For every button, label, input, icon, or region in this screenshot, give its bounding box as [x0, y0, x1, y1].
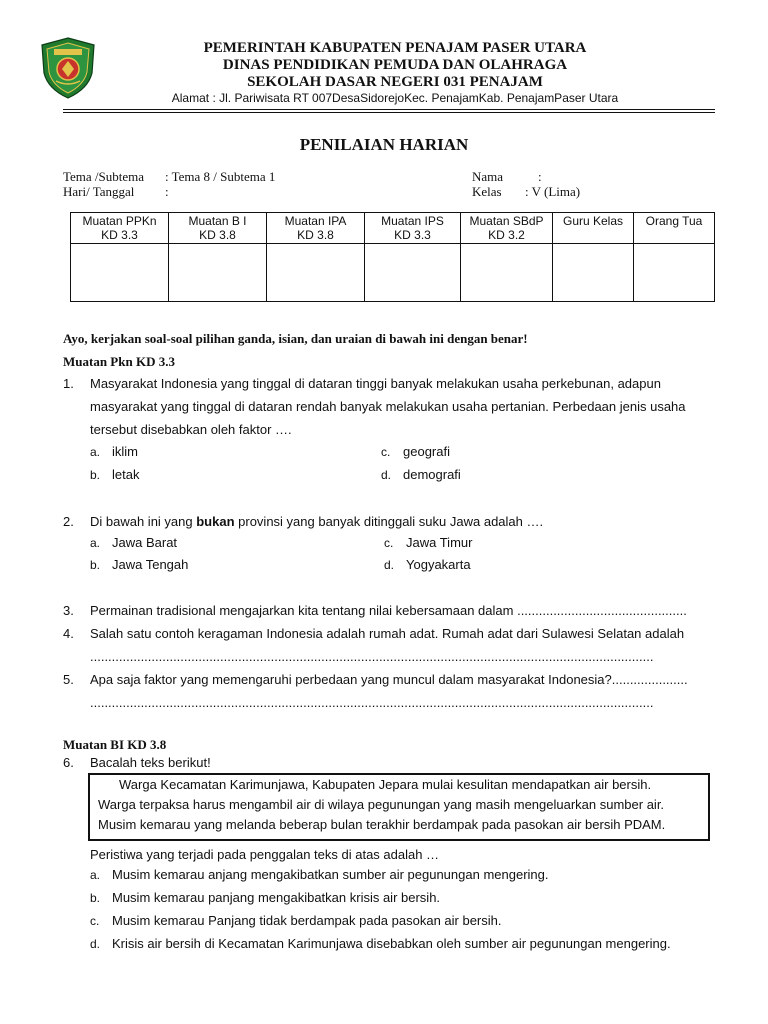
section-heading-bi: Muatan BI KD 3.8 [63, 737, 167, 752]
reading-text-line: Musim kemarau yang melanda beberap bulan terakhir berdampak pada pasokan air bersih PDAM. [98, 817, 666, 832]
page-title: PENILAIAN HARIAN [299, 135, 469, 154]
score-cell-ppkn[interactable] [71, 244, 169, 302]
q1-option-c[interactable]: c. geografi [381, 444, 450, 459]
nama-label: Nama [472, 169, 504, 184]
score-cell-guru[interactable] [553, 244, 634, 302]
header-divider-thin [63, 112, 715, 113]
q1-option-d[interactable]: d. demografi [381, 467, 461, 482]
q2-option-a[interactable]: a. Jawa Barat [90, 535, 178, 550]
score-header-guru: Guru Kelas [553, 213, 634, 244]
header-divider [63, 109, 715, 110]
score-header-ipa: Muatan IPA KD 3.8 [267, 213, 365, 244]
hari-value: : [165, 184, 169, 199]
reading-text-line: Warga terpaksa harus mengambil air di wilaya pegunungan yang masih mengeluarkan sumber air. [98, 797, 665, 812]
score-header-ppkn: Muatan PPKn KD 3.3 [71, 213, 169, 244]
score-header-bi: Muatan B I KD 3.8 [169, 213, 267, 244]
score-table [70, 212, 715, 302]
question-4: 4. Salah satu contoh keragaman Indonesia adalah rumah adat. Rumah adat dari Sulawesi Selatan adalah [63, 626, 685, 641]
kelas-value: : V (Lima) [525, 184, 581, 199]
score-cell-ortu[interactable] [634, 244, 715, 302]
question-number: 1. [63, 376, 74, 391]
tema-label: Tema /Subtema [63, 169, 145, 184]
question-6: 6. Bacalah teks berikut! [63, 755, 211, 770]
hari-label: Hari/ Tanggal [63, 184, 135, 199]
nama-value: : [538, 169, 542, 184]
header-line-government: PEMERINTAH KABUPATEN PENAJAM PASER UTARA [203, 40, 587, 56]
q1-option-b[interactable]: b. letak [90, 467, 140, 482]
score-header-sbdp: Muatan SBdP KD 3.2 [461, 213, 553, 244]
score-header-ortu: Orang Tua [634, 213, 715, 244]
q6-option-b[interactable]: b. Musim kemarau panjang mengakibatkan krisis air bersih. [90, 890, 441, 905]
header-address: Alamat : Jl. Pariwisata RT 007DesaSidorejoKec. PenajamKab. PenajamPaser Utara [171, 91, 619, 105]
answer-line-4[interactable]: ............................................................................................................................................................ [90, 649, 654, 664]
kelas-label: Kelas [472, 184, 502, 199]
question-5: 5. Apa saja faktor yang memengaruhi perbedaan yang muncul dalam masyarakat Indonesia?..................... [63, 672, 688, 687]
question-1 [63, 372, 715, 441]
q2-option-c[interactable]: c. Jawa Timur [384, 535, 473, 550]
reading-text-line: Warga Kecamatan Karimunjawa, Kabupaten Jepara mulai kesulitan mendapatkan air bersih. [119, 777, 652, 792]
q6-option-c[interactable]: c. Musim kemarau Panjang tidak berdampak pada pasokan air bersih. [90, 913, 502, 928]
q2-option-b[interactable]: b. Jawa Tengah [90, 557, 189, 572]
question-2: 2. Di bawah ini yang bukan provinsi yang banyak ditinggali suku Jawa adalah …. [63, 514, 544, 529]
q1-option-a[interactable]: a. iklim [90, 444, 138, 459]
header-line-school: SEKOLAH DASAR NEGERI 031 PENAJAM [247, 74, 543, 90]
score-cell-ips[interactable] [365, 244, 461, 302]
score-header-ips: Muatan IPS KD 3.3 [365, 213, 461, 244]
q6-option-a[interactable]: a. Musim kemarau anjang mengakibatkan sumber air pegunungan mengering. [90, 867, 549, 882]
score-cell-ipa[interactable] [267, 244, 365, 302]
question-text: Masyarakat Indonesia yang tinggal di dataran tinggi banyak melakukan usaha perkebunan, adapun [90, 376, 661, 391]
score-table-input-row [71, 244, 715, 302]
score-cell-sbdp[interactable] [461, 244, 553, 302]
section-heading-pkn: Muatan Pkn KD 3.3 [63, 354, 175, 369]
header-line-department: DINAS PENDIDIKAN PEMUDA DAN OLAHRAGA [222, 57, 568, 73]
answer-line-5[interactable]: ............................................................................................................................................................ [90, 695, 654, 710]
q6-option-d[interactable]: d. Krisis air bersih di Kecamatan Karimunjawa disebabkan oleh sumber air pegunungan mengering. [90, 936, 671, 951]
q6-prompt: Peristiwa yang terjadi pada penggalan teks di atas adalah … [90, 847, 440, 862]
question-text-cont: masyarakat yang tinggal di dataran rendah banyak melakukan usaha pertanian. Perbedaan jenis usaha [90, 399, 686, 414]
instruction-text: Ayo, kerjakan soal-soal pilihan ganda, isian, dan uraian di bawah ini dengan benar! [63, 331, 528, 346]
q2-option-d[interactable]: d. Yogyakarta [384, 557, 471, 572]
regency-logo-icon [40, 37, 96, 99]
question-text-cont: tersebut disebabkan oleh faktor …. [90, 422, 292, 437]
score-table-header-row [71, 213, 715, 244]
question-3[interactable]: 3. Permainan tradisional mengajarkan kita tentang nilai kebersamaan dalam ............................................... [63, 603, 687, 618]
tema-value: : Tema 8 / Subtema 1 [165, 169, 276, 184]
score-cell-bi[interactable] [169, 244, 267, 302]
